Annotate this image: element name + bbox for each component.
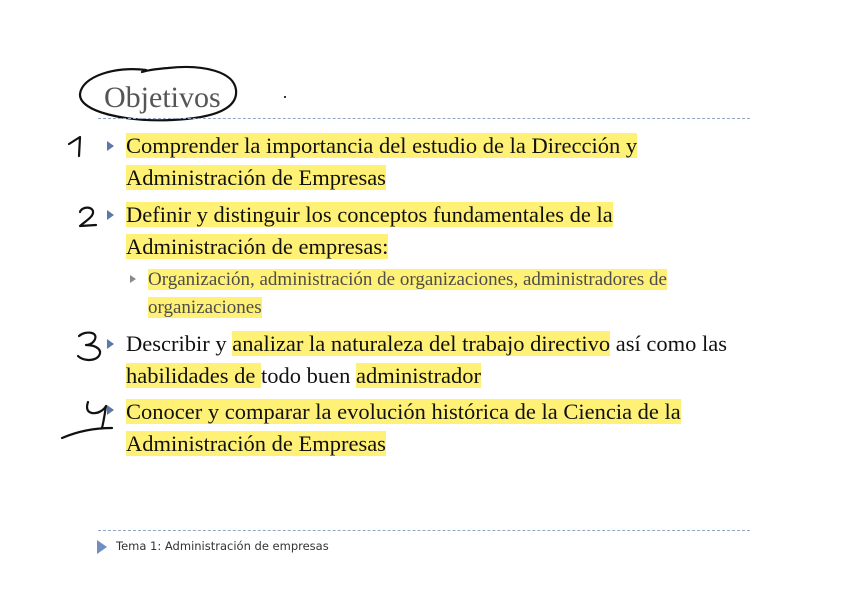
triangle-bullet-icon [107,405,114,415]
footer-triangle-icon [97,540,107,554]
page-title: Objetivos [104,81,221,114]
footer-text: Tema 1: Administración de empresas [116,539,329,553]
plain-text: Describir y [126,331,233,356]
objective-item-1 [126,130,746,194]
highlighted-text: habilidades de [126,363,261,388]
triangle-bullet-icon [130,275,136,283]
handwritten-number-1 [66,134,92,160]
triangle-bullet-icon [107,339,114,349]
handwritten-number-2 [76,204,102,230]
objective-item-3 [126,328,746,392]
handwritten-number-4 [60,398,126,442]
highlighted-text: administrador [355,363,481,388]
title-divider [98,118,750,119]
triangle-bullet-icon [107,210,114,220]
footer-divider [98,530,750,531]
objective-subitem [148,266,748,322]
highlighted-text: Organización, administración de organizaciones, administradores de organizaciones [148,269,667,318]
highlighted-text: Definir y distinguir los conceptos fundamentales de la Administración de empresas: [126,202,613,259]
highlighted-text: Conocer y comparar la evolución histórica de la Ciencia de la Administración de Empresas [126,399,681,456]
highlighted-text: analizar la naturaleza del trabajo directivo [232,331,611,356]
handwritten-number-3 [74,330,108,362]
stray-dot [284,96,286,98]
highlighted-text: Comprender la importancia del estudio de la Dirección y Administración de Empresas [126,133,638,190]
triangle-bullet-icon [107,141,114,151]
plain-text: así como las [610,331,727,356]
objective-item-2 [126,199,746,263]
plain-text: todo buen [260,363,356,388]
objective-item-4 [126,396,746,460]
